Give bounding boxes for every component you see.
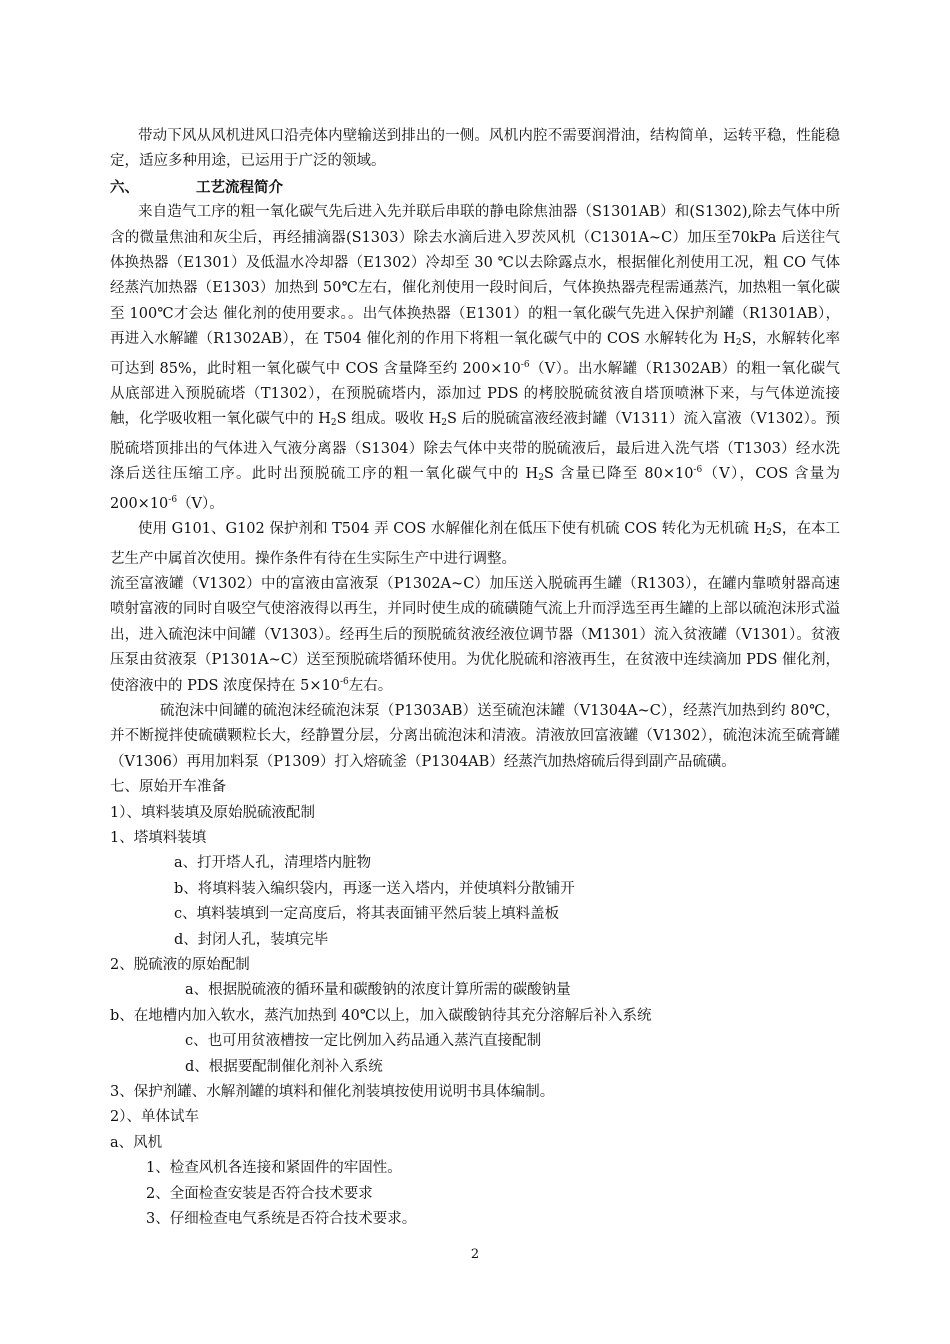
item-1-step: d、封闭人孔，装填完毕 xyxy=(174,931,329,948)
section-heading-6 xyxy=(110,175,840,200)
flow-paragraph-4: 硫泡沫中间罐的硫泡沫经硫泡沫泵（P1303AB）送至硫泡沫罐（V1304A~C），经蒸汽加热到约 80℃，并不断搅拌使硫磺颗粒长大，经静置分层，分离出硫泡沫和清液。清液放回富液罐（V1302），硫泡沫流至硫膏罐（V1306）再用加料泵（P1309）打入熔硫釜（P1304AB）经蒸汽加热熔硫后得到副产品硫磺。 xyxy=(110,702,840,770)
flow-paragraph-3 xyxy=(110,572,840,699)
text-run: （V）。出水解罐（R1302AB）的粗一氧化碳气从底部进入预脱硫塔（T1302），在预脱硫塔内，添加过 PDS 的栲胶脱硫贫液自塔顶喷淋下来，与气体逆流接触，化学吸收粗一氧化碳气中的 H xyxy=(110,360,841,428)
intro-paragraph: 带动下风从风机进风口沿壳体内壁输送到排出的一侧。风机内腔不需要润滑油，结构简单，运转平稳，性能稳定，适应多种用途，已运用于广泛的领域。 xyxy=(110,128,840,170)
section-heading-7: 七、原始开车准备 xyxy=(110,779,226,796)
fan-step: 2、全面检查安装是否符合技术要求 xyxy=(146,1185,373,1202)
fan-title: a、风机 xyxy=(110,1134,163,1151)
item-3-title: 3、保护剂罐、水解剂罐的填料和催化剂装填按使用说明书具体编制。 xyxy=(110,1084,555,1101)
item-1-step: c、填料装填到一定高度后，将其表面铺平然后装上填料盖板 xyxy=(174,906,560,923)
section-title: 工艺流程简介 xyxy=(196,178,283,196)
text-run: （V），COS 含量为 200×10 xyxy=(110,466,840,512)
text-run: S 后的脱硫富液经液封罐（V1311）流入富液（V1302）。预脱硫塔顶排出的气体进入气液分离器（S1304）除去气体中夹带的脱硫液后，最后进入洗气塔（T1303）经水洗涤后送往压缩工序。此时出预脱硫工序的粗一氧化碳气中的 H xyxy=(110,411,840,483)
superscript: -6 xyxy=(520,359,530,370)
item-2-title: 2、脱硫液的原始配制 xyxy=(110,957,250,973)
page-content xyxy=(110,124,840,1232)
flow-paragraph-2 xyxy=(110,517,840,572)
item-1-step: a、打开塔人孔，清理塔内脏物 xyxy=(174,855,372,872)
superscript: -6 xyxy=(339,676,349,687)
text-run: （V）。 xyxy=(177,495,224,512)
text-run: S 含量已降至 80×10 xyxy=(543,466,694,483)
superscript: -6 xyxy=(693,465,703,476)
flow-paragraph-1 xyxy=(110,200,840,517)
subscript: 2 xyxy=(441,418,447,429)
fan-step: 3、仔细检查电气系统是否符合技术要求。 xyxy=(146,1211,417,1228)
subscript: 2 xyxy=(735,338,742,349)
item-1-step: b、将填料装入编织袋内，再逐一送入塔内，并使填料分散铺开 xyxy=(174,880,575,897)
text-run: 来自造气工序的粗一氧化碳气先后进入先并联后串联的静电除焦油器（S1301AB）和(S1302),除去气体中所含的微量焦油和灰尘后，再经捕滴器(S1303）除去水滴后进入罗茨风机（C1301A~C）加压至70kPa 后送往气体换热器（E1301）及低温水冷却器（E1302）冷却至 30 ℃以去除露点水，根据催化剂使用工况，粗 CO 气体经蒸汽加热器（E1303）加热到 50℃左右，催化剂使用一段时间后，气体换热器壳程需通蒸汽，加热粗一氧化碳至 100℃才会达 催化剂的使用要求。。出气体换热器（E1301）的粗一氧化碳气先进入保护剂罐（R1301AB），再进入水解罐（R1302AB），在 T504 催化剂的作用下将粗一氧化碳气中的 COS 水解转化为 H xyxy=(110,204,840,348)
item-2-step-a: a、根据脱硫液的循环量和碳酸钠的浓度计算所需的碳酸钠量 xyxy=(185,982,571,999)
item-2-step-d: d、根据要配制催化剂补入系统 xyxy=(185,1058,383,1075)
subscript: 2 xyxy=(766,528,772,539)
text-run: S，水解转化率可达到 85%，此时粗一氧化碳气中 COS 含量降至约 200×10 xyxy=(110,331,840,377)
item-1-title: 1、塔填料装填 xyxy=(110,829,207,846)
superscript: -6 xyxy=(168,494,178,505)
item-2-step-b: b、在地槽内加入软水，蒸汽加热到 40℃以上，加入碳酸钠待其充分溶解后补入系统 xyxy=(110,1007,652,1024)
text-run: S 组成。吸收 H xyxy=(336,411,442,428)
section-number: 六、 xyxy=(110,178,139,196)
subsection-2: 2）、单体试车 xyxy=(110,1109,199,1126)
subsection-1: 1）、填料装填及原始脱硫液配制 xyxy=(110,804,315,821)
subscript: 2 xyxy=(538,473,544,484)
text-run: 流至富液罐（V1302）中的富液由富液泵（P1302A~C）加压送入脱硫再生罐（R1303），在罐内靠喷射器高速喷射富液的同时自吸空气使溶液得以再生，并同时使生成的硫磺随气流上升而浮选至再生罐的上部以硫泡沫形式溢出，进入硫泡沫中间罐（V1303）。经再生后的预脱硫贫液经液位调节器（M1301）流入贫液罐（V1301）。贫液压泵由贫液泵（P1301A~C）送至预脱硫塔循环使用。为优化脱硫和溶液再生，在贫液中连续滴加 PDS 催化剂，使溶液中的 PDS 浓度保持在 5×10 xyxy=(110,575,840,694)
fan-step: 1、检查风机各连接和紧固件的牢固性。 xyxy=(146,1160,402,1177)
text-run: S，在本工艺生产中属首次使用。操作条件有待在生实际生产中进行调整。 xyxy=(110,521,840,567)
page-number: 2 xyxy=(470,1247,480,1262)
text-run: 左右。 xyxy=(348,677,393,694)
subscript: 2 xyxy=(330,418,337,429)
text-run: 使用 G101、G102 保护剂和 T504 弄 COS 水解催化剂在低压下使有机硫 COS 转化为无机硫 H xyxy=(138,521,767,538)
item-2-step-c: c、也可用贫液槽按一定比例加入药品通入蒸汽直接配制 xyxy=(185,1033,542,1050)
